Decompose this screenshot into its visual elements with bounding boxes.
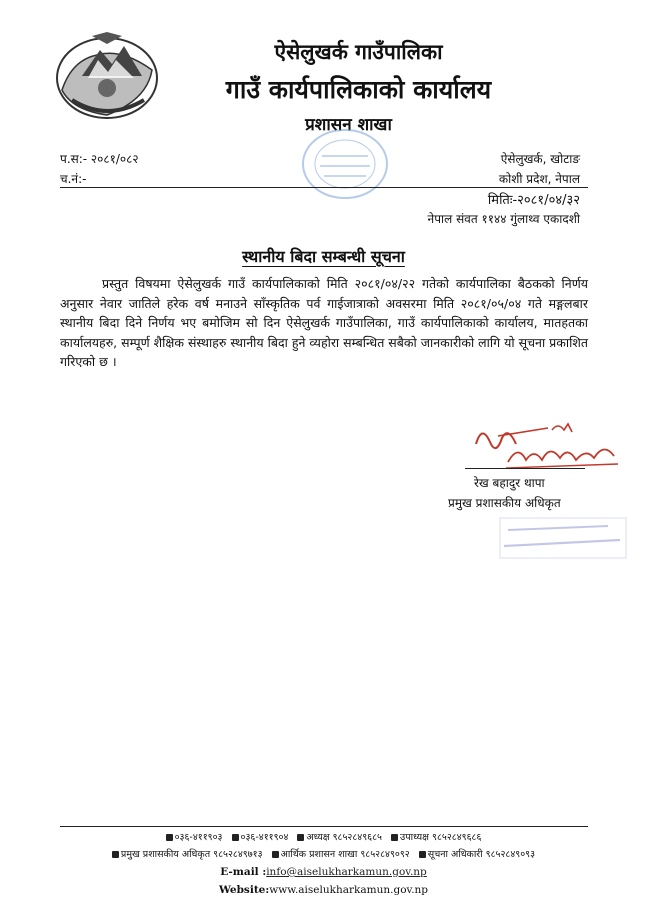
phone-icon [272, 851, 279, 858]
header-divider [60, 187, 588, 188]
phone-entry: उपाध्यक्ष ९८५२८४९६८६ [391, 830, 481, 843]
phone-icon [391, 834, 398, 841]
phone-entry: ०३६-४११९०३ [166, 830, 223, 843]
address-line-2: कोशी प्रदेश, नेपाल [498, 172, 580, 186]
website-label: Website: [218, 884, 270, 896]
phone-entry: प्रमुख प्रशासकीय अधिकृत ९८५२८४९७१३ [112, 847, 263, 860]
website-link[interactable]: www.aiselukharkamun.gov.np [269, 884, 429, 896]
phone-icon [112, 851, 119, 858]
designation-stamp-icon [498, 516, 628, 560]
footer-contacts-line-2 [0, 847, 647, 860]
phone-entry: अध्यक्ष ९८५२८४९६८५ [297, 830, 382, 843]
branch-name: प्रशासन शाखा [305, 115, 392, 135]
signature-line [465, 468, 585, 469]
phone-icon [419, 851, 426, 858]
phone-entry: ०३६-४११९०४ [232, 830, 289, 843]
notice-body: प्रस्तुत विषयमा ऐसेलुखर्क गाउँ कार्यपालिकाको मिति २०८१/०४/२२ गतेको कार्यपालिका बैठकको निर्णय अनुसार नेवार जातिले हरेक वर्ष मनाउने साँस्कृतिक पर्व गाईजात्राको अवसरमा मिति २०८१/०५/०४ गते मङ्गलबार स्थानीय बिदा दिने निर्णय भए बमोजिम सो दिन ऐसेलुखर्क गाउँपालिका, गाउँ कार्यपालिकाको कार्यालय, मातहतका कार्यालयहरु, सम्पूर्ण शैक्षिक संस्थाहरु स्थानीय बिदा हुने व्यहोरा सम्बन्धित सबैको जानकारीको लागि यो सूचना प्रकाशित गरिएको छ । [60, 276, 588, 369]
footer-contacts-line-1 [0, 830, 647, 843]
dispatch-number: च.नं:- [60, 172, 87, 186]
footer-website [0, 884, 647, 896]
reference-number: प.स:- २०८१/०८२ [60, 152, 139, 166]
phone-icon [232, 834, 239, 841]
notice-date: मितिः-२०८१/०४/३२ [487, 193, 580, 208]
signatory-name: रेख बहादुर थापा [474, 476, 545, 490]
notice-title-text: स्थानीय बिदा सम्बन्धी सूचना [242, 247, 405, 266]
notice-title [0, 245, 647, 267]
nepal-sambat-date: नेपाल संवत ११४४ गुंलाथ्व एकादशी [427, 212, 580, 226]
email-label: E-mail : [220, 866, 267, 878]
signatory-title: प्रमुख प्रशासकीय अधिकृत [448, 496, 561, 510]
footer-divider [60, 826, 588, 827]
footer-email [0, 866, 647, 878]
official-stamp-icon [300, 126, 390, 202]
phone-icon [297, 834, 304, 841]
phone-entry: सूचना अधिकारी ९८५२८४९०९३ [419, 847, 535, 860]
phone-entry: आर्थिक प्रशासन शाखा ९८५२८४९०९२ [272, 847, 410, 860]
email-link[interactable]: info@aiselukharkamun.gov.np [266, 866, 427, 878]
municipality-name: ऐसेलुखर्क गाउँपालिका [274, 40, 443, 64]
office-name: गाउँ कार्यपालिकाको कार्यालय [225, 75, 492, 104]
address-line-1: ऐसेलुखर्क, खोटाङ [500, 152, 580, 166]
phone-icon [166, 834, 173, 841]
